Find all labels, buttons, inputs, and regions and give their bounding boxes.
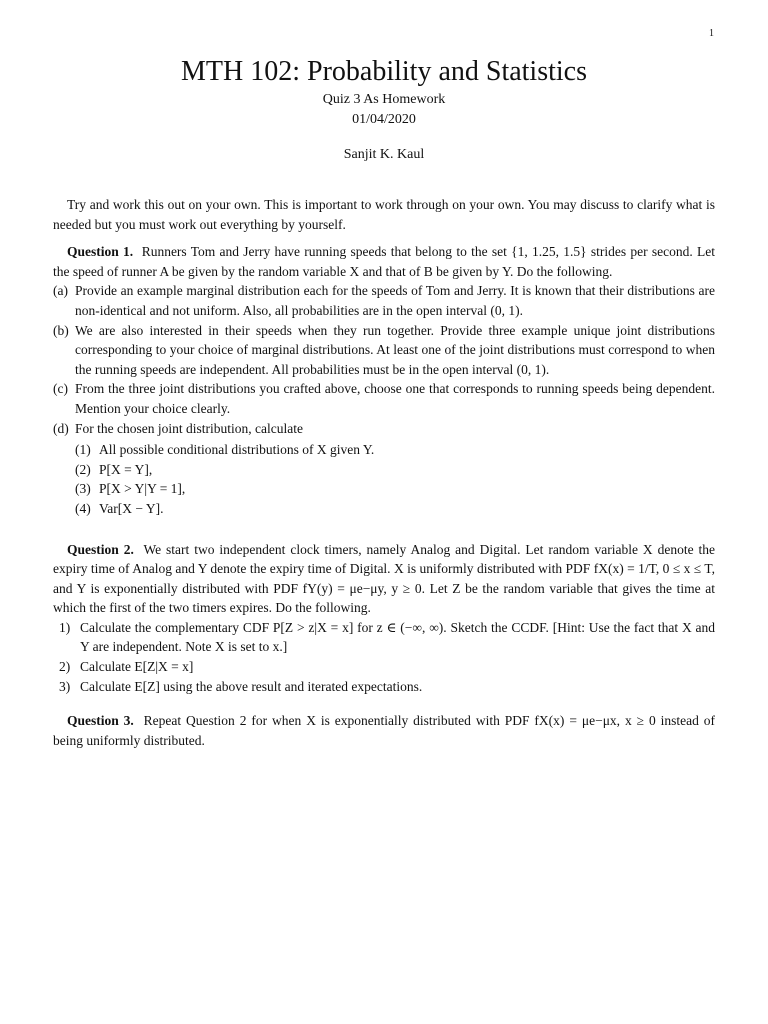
question-2-label: Question 2. xyxy=(67,541,134,557)
item-marker: (c) xyxy=(53,381,68,397)
subitem-4 xyxy=(75,499,715,519)
item-text: We are also interested in their speeds when they run together. Provide three example unique joint distributions corresponding to your choice of marginal distributions. At least one of the joint distributions must correspond to when the running speeds are independent. All probabilities must be in the open interval (0, 1). xyxy=(75,322,715,377)
question-3 xyxy=(53,711,715,750)
question-1-item-c xyxy=(53,379,715,418)
item-marker: 1) xyxy=(59,619,71,635)
item-marker: 2) xyxy=(59,659,71,675)
subitem-marker: (1) xyxy=(75,442,91,458)
question-2-item-3 xyxy=(53,677,715,697)
page-number: 1 xyxy=(709,28,714,39)
document-body xyxy=(53,195,715,750)
question-3-label: Question 3. xyxy=(67,713,134,729)
question-1-label: Question 1. xyxy=(67,244,134,260)
subitem-text: Var[X − Y]. xyxy=(99,500,164,516)
document-header xyxy=(0,54,768,165)
question-1-item-a xyxy=(53,281,715,320)
intro-paragraph: Try and work this out on your own. This is important to work through on your own. You may discuss to clarify what is needed but you must work out everything by yourself. xyxy=(53,197,715,232)
question-1-item-b xyxy=(53,321,715,380)
question-2-text: We start two independent clock timers, namely Analog and Digital. Let random variable X denote the expiry time of Analog and Y denote the expiry time of Digital. X is uniformly distributed with PDF fX(x) = 1/T, 0 ≤ x ≤ T, and Y is exponentially distributed with PDF fY(y) = μe−μy, y ≥ 0. Let Z be the random variable that gives the time at which the first of the two timers expires. Do the following. xyxy=(53,541,716,616)
subitem-marker: (2) xyxy=(75,461,91,477)
question-2-item-1 xyxy=(53,618,715,657)
subitem-3 xyxy=(75,479,715,499)
question-2 xyxy=(53,540,715,697)
item-text: From the three joint distributions you crafted above, choose one that corresponds to running speeds being dependent. Mention your choice clearly. xyxy=(75,381,715,416)
document-date: 01/04/2020 xyxy=(352,112,416,127)
subitem-text: P[X > Y|Y = 1], xyxy=(99,481,186,497)
question-1-subitems xyxy=(75,440,715,518)
subitem-1 xyxy=(75,440,715,460)
item-marker: (a) xyxy=(53,283,68,299)
item-text: For the chosen joint distribution, calculate xyxy=(75,420,303,436)
subitem-marker: (3) xyxy=(75,481,91,497)
question-2-items xyxy=(53,618,715,696)
subitem-text: All possible conditional distributions of X given Y. xyxy=(99,442,375,458)
question-1 xyxy=(53,242,715,518)
question-2-item-2 xyxy=(53,657,715,677)
question-1-statement xyxy=(53,242,715,281)
item-marker: (b) xyxy=(53,322,69,338)
document-subtitle: Quiz 3 As Homework xyxy=(322,92,446,107)
item-text: Calculate E[Z|X = x] xyxy=(80,659,194,675)
question-3-statement xyxy=(53,711,715,750)
subitem-text: P[X = Y], xyxy=(99,461,153,477)
item-text: Provide an example marginal distribution each for the speeds of Tom and Jerry. It is known that their distributions are non-identical and not uniform. Also, all probabilities are in the open interval (0, 1). xyxy=(75,283,715,318)
question-1-text: Runners Tom and Jerry have running speeds that belong to the set {1, 1.25, 1.5} strides per second. Let the speed of runner A be given by the random variable X and that of B be given by Y. Do the following. xyxy=(53,244,715,279)
question-3-text: Repeat Question 2 for when X is exponentially distributed with PDF fX(x) = μe−μx, x ≥ 0 instead of being uniformly distributed. xyxy=(53,713,716,748)
subitem-marker: (4) xyxy=(75,500,91,516)
document-author: Sanjit K. Kaul xyxy=(343,147,425,162)
subitem-2 xyxy=(75,460,715,480)
document-title: MTH 102: Probability and Statistics xyxy=(181,56,587,87)
question-2-statement xyxy=(53,540,715,618)
item-text: Calculate the complementary CDF P[Z > z|X = x] for z ∈ (−∞, ∞). Sketch the CCDF. [Hint: Use the fact that X and Y are independent. Note X is set to x.] xyxy=(80,619,715,655)
item-marker: (d) xyxy=(53,420,69,436)
question-1-item-d xyxy=(53,419,715,519)
item-marker: 3) xyxy=(59,678,71,694)
question-1-items xyxy=(53,281,715,518)
item-text: Calculate E[Z] using the above result and iterated expectations. xyxy=(80,678,423,694)
